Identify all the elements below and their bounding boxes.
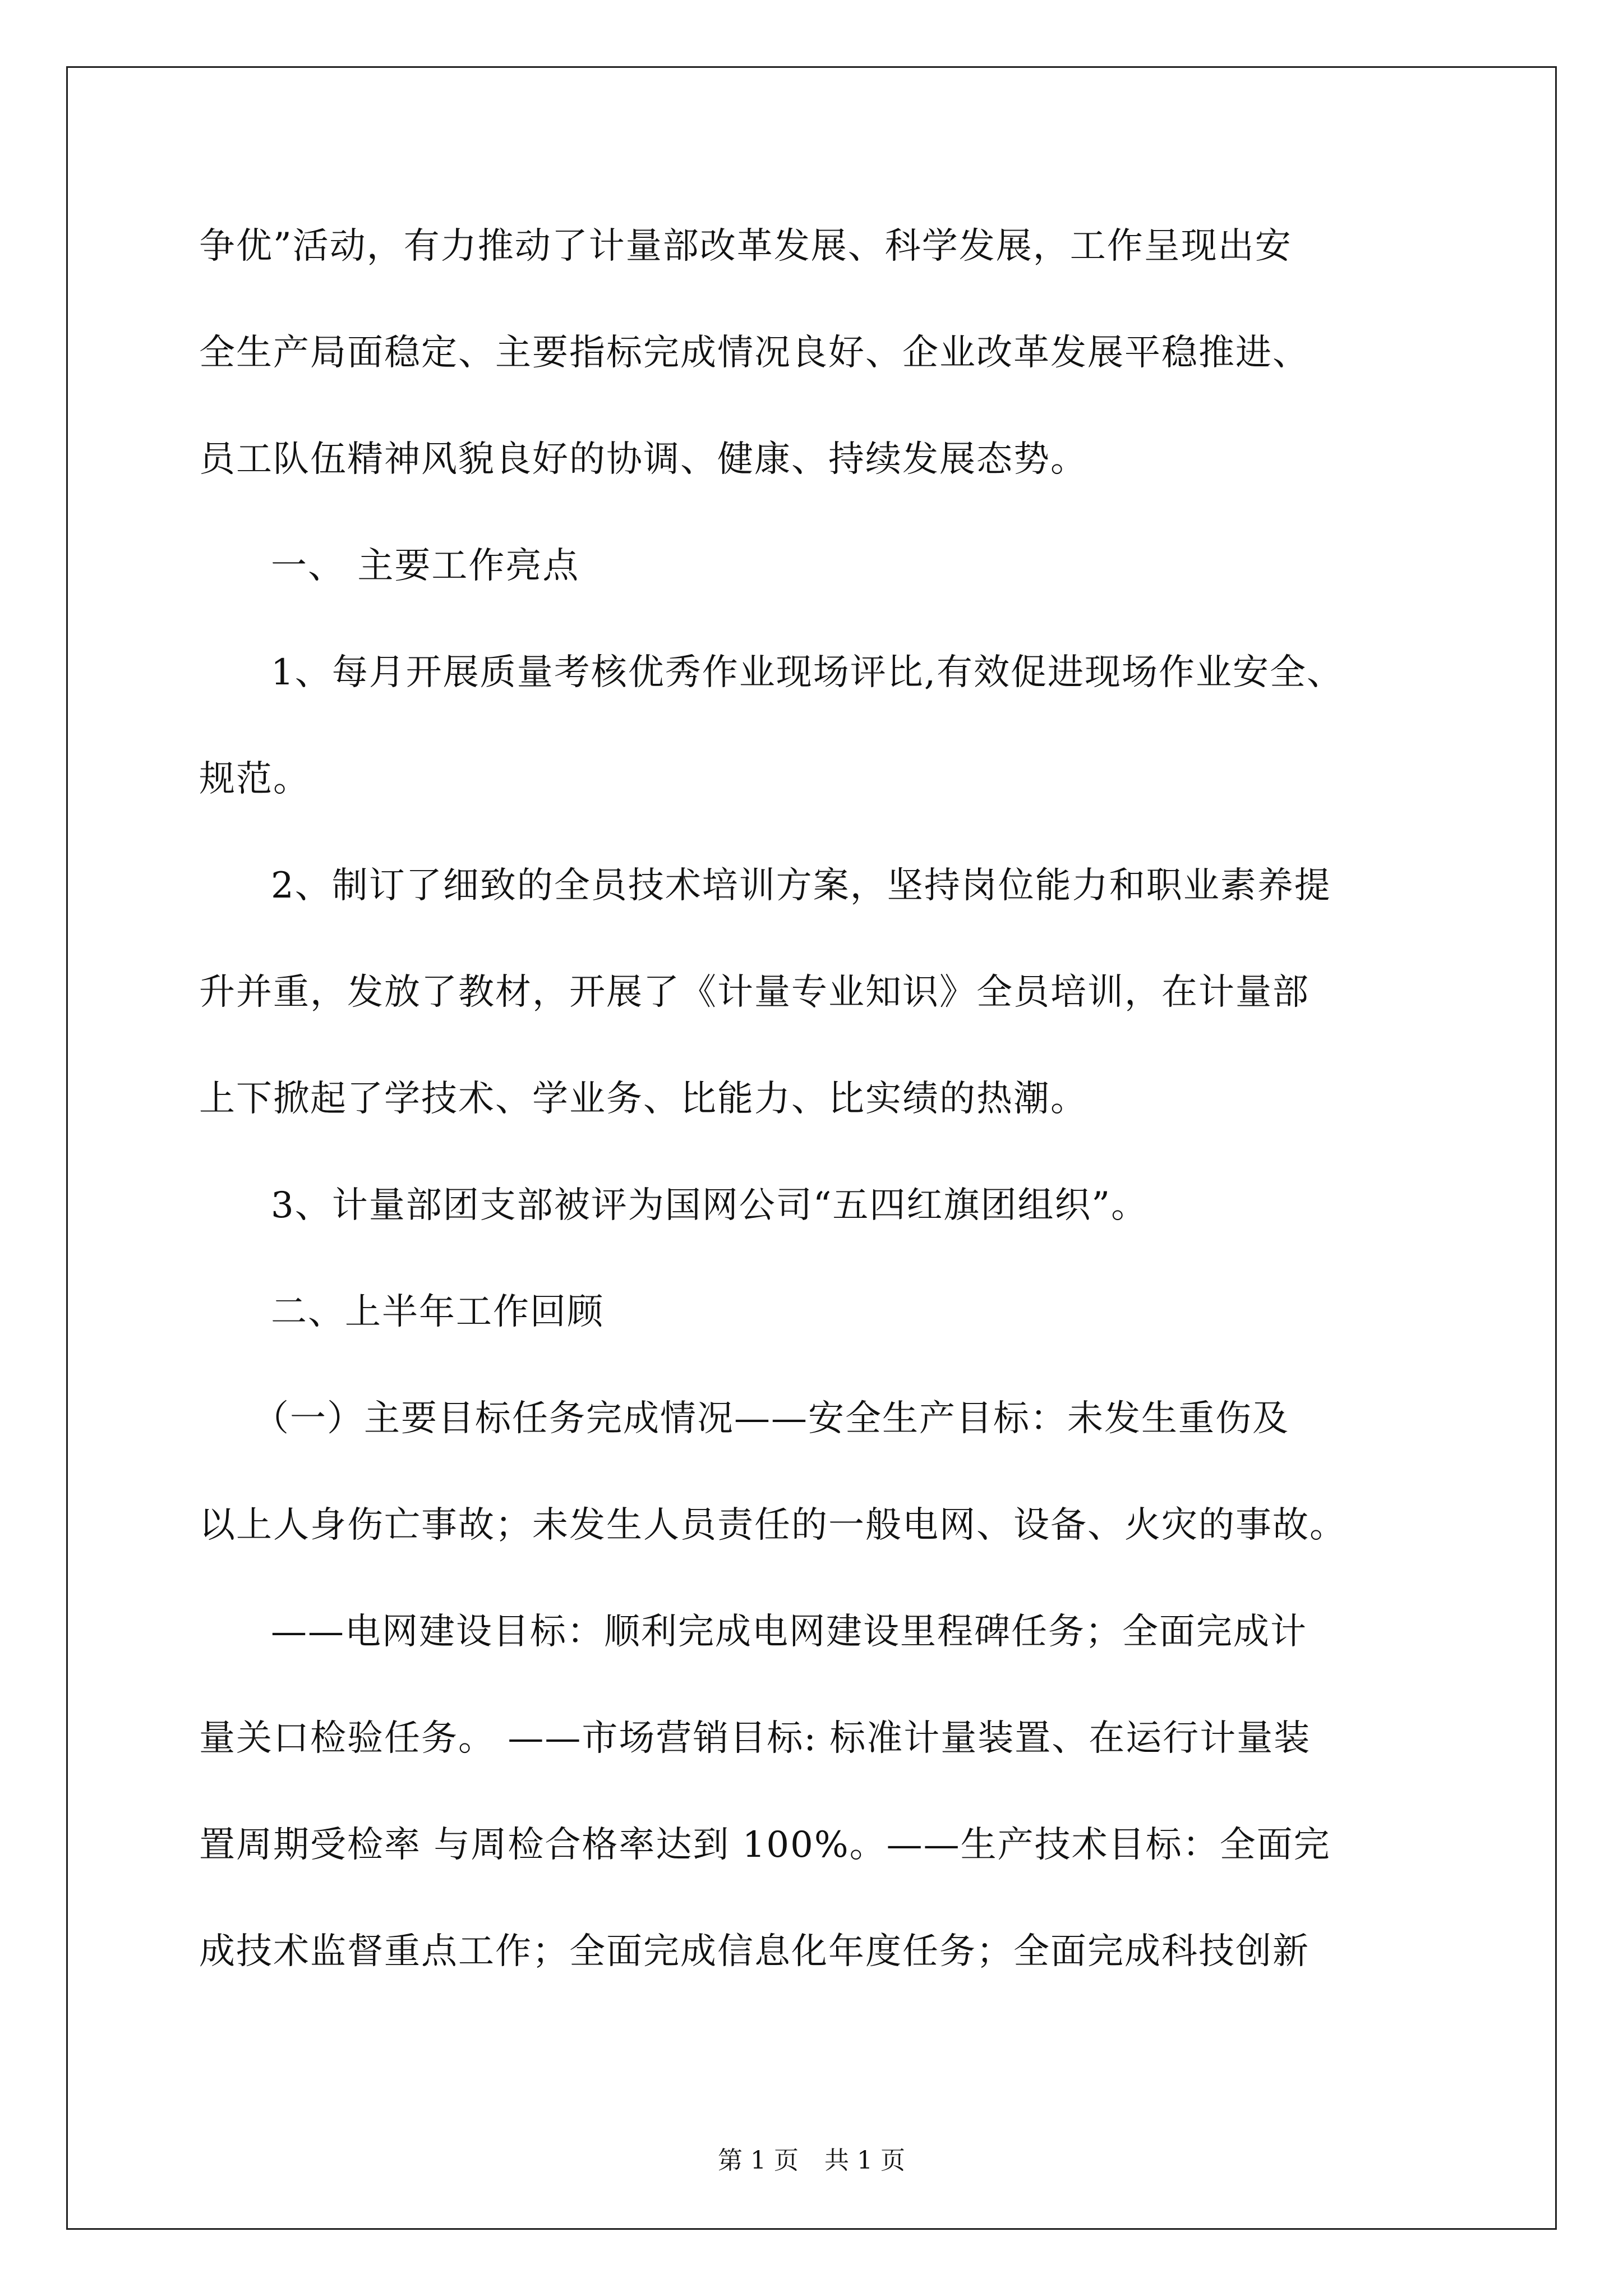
paragraph-line: 量关口检验任务。 ——市场营销目标: 标准计量装置、在运行计量装 — [199, 1718, 1311, 1759]
section-heading: 二、上半年工作回顾 — [271, 1291, 604, 1333]
paragraph-line: 置周期受检率 与周检合格率达到 100%。——生产技术目标：全面完 — [199, 1824, 1331, 1866]
document-body — [199, 219, 1430, 2031]
paragraph-line: 以上人身伤亡事故；未发生人员责任的一般电网、设备、火灾的事故。 — [199, 1504, 1347, 1546]
paragraph-line: ——电网建设目标：顺利完成电网建设里程碑任务；全面完成计 — [271, 1611, 1307, 1653]
paragraph-line: （一）主要目标任务完成情况——安全生产目标：未发生重伤及 — [253, 1398, 1289, 1439]
page-number-current: 第 1 页 — [718, 2146, 799, 2175]
paragraph-line: 1、每月开展质量考核优秀作业现场评比,有效促进现场作业安全、 — [271, 652, 1344, 693]
paragraph-line: 2、制订了细致的全员技术培训方案，坚持岗位能力和职业素养提 — [271, 865, 1331, 907]
page-number-total: 共 1 页 — [824, 2146, 905, 2175]
paragraph-line: 员工队伍精神风貌良好的协调、健康、持续发展态势。 — [199, 439, 1087, 480]
paragraph-line: 全生产局面稳定、主要指标完成情况良好、企业改革发展平稳推进、 — [199, 332, 1310, 374]
section-heading: 一、 主要工作亮点 — [271, 545, 580, 587]
paragraph-line: 成技术监督重点工作；全面完成信息化年度任务；全面完成科技创新 — [199, 1931, 1310, 1972]
page-footer — [0, 2140, 1623, 2176]
paragraph-line: 升并重，发放了教材，开展了《计量专业知识》全员培训，在计量部 — [199, 972, 1310, 1013]
paragraph-line: 争优”活动，有力推动了计量部改革发展、科学发展，工作呈现出安 — [199, 226, 1292, 267]
paragraph-line: 3、计量部团支部被评为国网公司“五四红旗团组织”。 — [271, 1185, 1149, 1226]
paragraph-line: 规范。 — [199, 758, 310, 800]
paragraph-line: 上下掀起了学技术、学业务、比能力、比实绩的热潮。 — [199, 1078, 1087, 1120]
